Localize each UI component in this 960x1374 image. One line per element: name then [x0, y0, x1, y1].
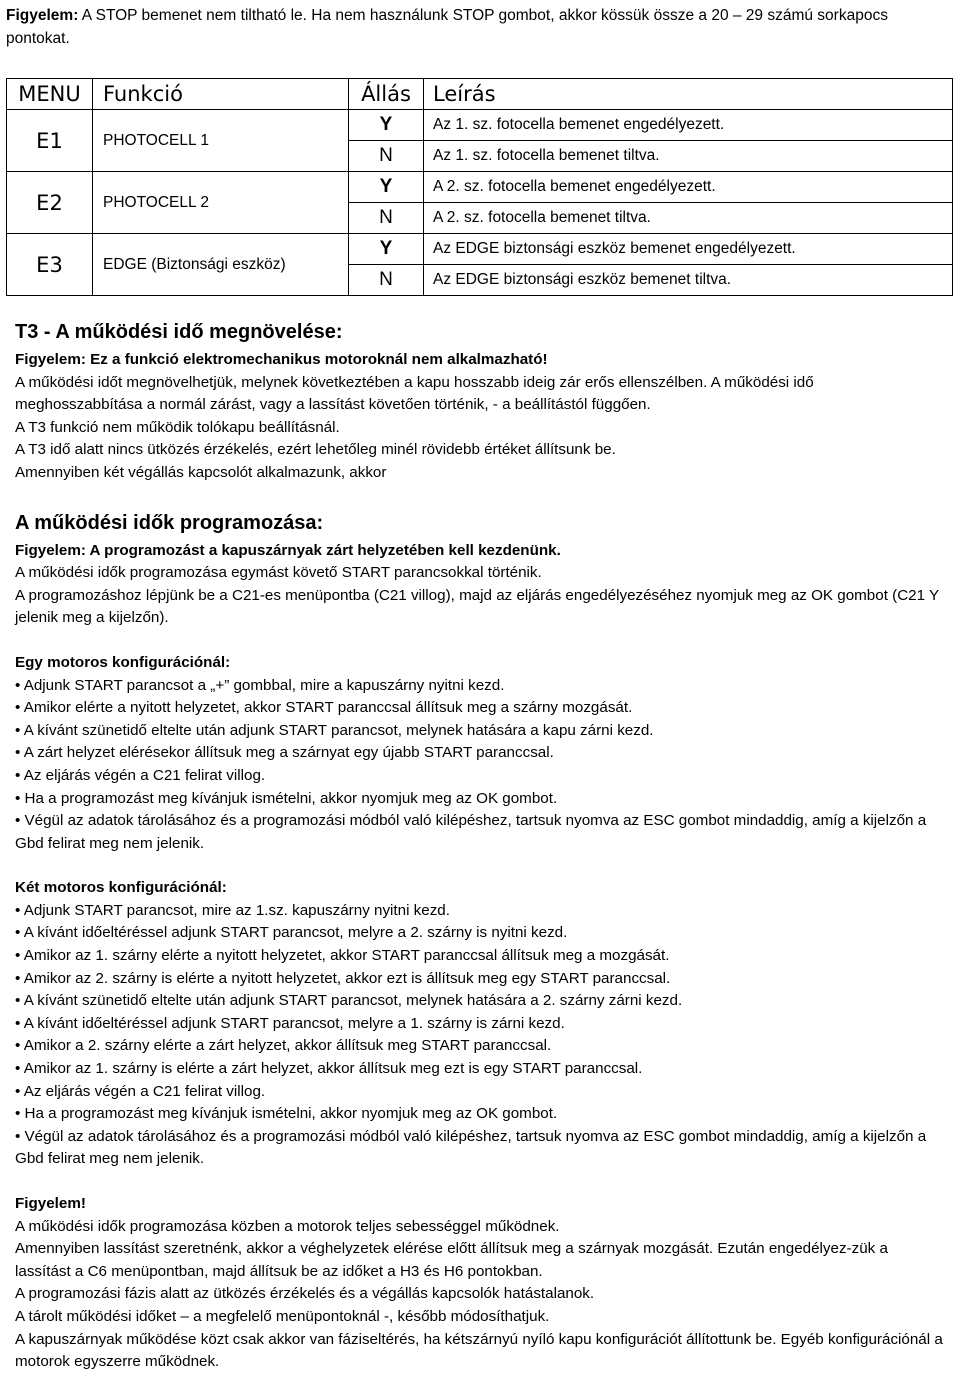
list-item: • Adjunk START parancsot, mire az 1.sz. kapuszárny nyitni kezd. — [15, 901, 450, 919]
row-state-no: N — [349, 203, 424, 234]
row-desc-no: A 2. sz. fotocella bemenet tiltva. — [424, 203, 953, 234]
final-note-paragraph: Amennyiben lassítást szeretnénk, akkor a véghelyzetek elérése előtt állítsuk meg a szárnyak mozgását. Ezután engedélyez-zük a lassítást a C6 menüpontban, majd állítsuk be az időket a H3 és H6 pontokban. — [15, 1240, 888, 1280]
menu-table-header — [7, 79, 953, 110]
table-row — [7, 172, 953, 203]
row-function: PHOTOCELL 2 — [93, 172, 349, 234]
list-item: • Ha a programozást meg kívánjuk ismételni, akkor nyomjuk meg az OK gombot. — [15, 789, 558, 807]
t3-warning: Figyelem: Ez a funkció elektromechanikus motoroknál nem alkalmazható! — [15, 351, 548, 368]
list-item: • A kívánt szünetidő eltelte után adjunk START parancsot, melynek hatására a kapu zárni kezd. — [15, 721, 654, 739]
final-note-paragraph: A tárolt működési időket – a megfelelő menüpontoknál -, később módosíthatjuk. — [15, 1307, 550, 1325]
row-state-yes: Y — [349, 172, 424, 203]
programming-paragraph: A programozáshoz lépjünk be a C21-es menüpontba (C21 villog), majd az eljárás engedélyezéséhez nyomjuk meg az OK gombot (C21 Y jelenik meg a kijelzőn). — [15, 586, 939, 627]
final-note-paragraph: A programozási fázis alatt az ütközés érzékelés és a végállás kapcsolók hatástalanok. — [15, 1285, 595, 1303]
list-item: • A kívánt időeltéréssel adjunk START parancsot, melyre a 2. szárny is nyitni kezd. — [15, 924, 568, 942]
one-motor-heading: Egy motoros konfigurációnál: — [15, 653, 231, 671]
header-menu: MENU — [7, 79, 93, 110]
programming-paragraph: A működési idők programozása egymást követő START parancsokkal történik. — [15, 564, 542, 582]
stop-warning — [6, 4, 951, 50]
list-item: • Amikor az 1. szárny elérte a nyitott helyzetet, akkor START paranccsal állítsuk meg a mozgását. — [15, 947, 670, 965]
list-item: • Az eljárás végén a C21 felirat villog. — [15, 1082, 266, 1100]
row-desc-no: Az 1. sz. fotocella bemenet tiltva. — [424, 141, 953, 172]
header-allas: Állás — [349, 79, 424, 110]
list-item: • Végül az adatok tárolásához és a programozási módból való kilépéshez, tartsuk nyomva az ESC gombot mindaddig, amíg a kijelzőn a Gbd felirat meg nem jelenik. — [15, 812, 927, 852]
final-note-paragraph: A működési idők programozása közben a motorok teljes sebességgel működnek. — [15, 1217, 560, 1235]
programming-section-title: A működési idők programozása: — [15, 511, 324, 534]
list-item: • Amikor az 2. szárny is elérte a nyitott helyzetet, akkor ezt is állítsuk meg egy START paranccsal. — [15, 969, 671, 987]
list-item: • A zárt helyzet elérésekor állítsuk meg a szárnyat egy újabb START paranccsal. — [15, 744, 554, 762]
t3-paragraph: Amennyiben két végállás kapcsolót alkalmazunk, akkor — [15, 463, 387, 481]
programming-warning: Figyelem: A programozást a kapuszárnyak zárt helyzetében kell kezdenünk. — [15, 541, 561, 559]
row-state-yes: Y — [349, 234, 424, 265]
list-item: • Végül az adatok tárolásához és a programozási módból való kilépéshez, tartsuk nyomva az ESC gombot mindaddig, amíg a kijelzőn a Gbd felirat meg nem jelenik. — [15, 1127, 927, 1168]
row-desc-yes: Az EDGE biztonsági eszköz bemenet engedélyezett. — [424, 234, 953, 265]
list-item: • Adjunk START parancsot a „+” gombbal, mire a kapuszárny nyitni kezd. — [15, 676, 505, 694]
header-leiras: Leírás — [424, 79, 953, 110]
row-desc-yes: Az 1. sz. fotocella bemenet engedélyezett. — [424, 110, 953, 141]
list-item: • Ha a programozást meg kívánjuk ismételni, akkor nyomjuk meg az OK gombot. — [15, 1105, 558, 1123]
row-state-no: N — [349, 141, 424, 172]
list-item: • Amikor a 2. szárny elérte a zárt helyzet, akkor állítsuk meg START paranccsal. — [15, 1037, 552, 1055]
list-item: • A kívánt szünetidő eltelte után adjunk START parancsot, melynek hatására a 2. szárny zárni kezd. — [15, 992, 683, 1010]
row-state-yes: Y — [349, 110, 424, 141]
list-item: • Amikor elérte a nyitott helyzetet, akkor START paranccsal állítsuk meg a szárny mozgását. — [15, 699, 633, 717]
list-item: • Az eljárás végén a C21 felirat villog. — [15, 766, 266, 784]
t3-paragraph: A T3 idő alatt nincs ütközés érzékelés, ezért lehetőleg minél rövidebb értéket állítsunk be. — [15, 441, 616, 459]
row-menu-code: E3 — [7, 234, 93, 296]
row-function: EDGE (Biztonsági eszköz) — [93, 234, 349, 296]
main-text — [15, 318, 945, 1374]
row-state-no: N — [349, 265, 424, 296]
table-row — [7, 110, 953, 141]
row-menu-code: E1 — [7, 110, 93, 172]
table-row — [7, 234, 953, 265]
t3-paragraph: A működési időt megnövelhetjük, melynek következtében a kapu hosszabb ideig zár erős ellenszélben. A működési idő meghosszabbítása a normál zárást, vagy a lassítást követően történik, - a beállítástól függően. — [15, 373, 814, 414]
header-funkcio: Funkció — [93, 79, 349, 110]
menu-table — [6, 78, 953, 296]
t3-section-title: T3 - A működési idő megnövelése: — [15, 321, 343, 343]
row-desc-yes: A 2. sz. fotocella bemenet engedélyezett. — [424, 172, 953, 203]
two-motor-heading: Két motoros konfigurációnál: — [15, 879, 227, 897]
final-note-heading: Figyelem! — [15, 1195, 86, 1212]
stop-warning-text: A STOP bemenet nem tiltható le. Ha nem használunk STOP gombot, akkor kössük össze a 20 – 29 számú sorkapocs pontokat. — [6, 7, 888, 47]
row-function: PHOTOCELL 1 — [93, 110, 349, 172]
list-item: • Amikor az 1. szárny is elérte a zárt helyzet, akkor állítsuk meg ezt is egy START paranccsal. — [15, 1060, 643, 1078]
list-item: • A kívánt időeltéréssel adjunk START parancsot, melyre a 1. szárny is zárni kezd. — [15, 1014, 565, 1032]
final-note-paragraph: A kapuszárnyak működése közt csak akkor van fáziseltérés, ha kétszárnyú nyíló kapu konfigurációt állítottunk be. Egyéb konfigurációnál a motorok egyszerre működnek. — [15, 1330, 943, 1371]
stop-warning-label: Figyelem: — [6, 7, 79, 24]
row-menu-code: E2 — [7, 172, 93, 234]
t3-paragraph: A T3 funkció nem működik tolókapu beállításnál. — [15, 418, 340, 436]
row-desc-no: Az EDGE biztonsági eszköz bemenet tiltva. — [424, 265, 953, 296]
